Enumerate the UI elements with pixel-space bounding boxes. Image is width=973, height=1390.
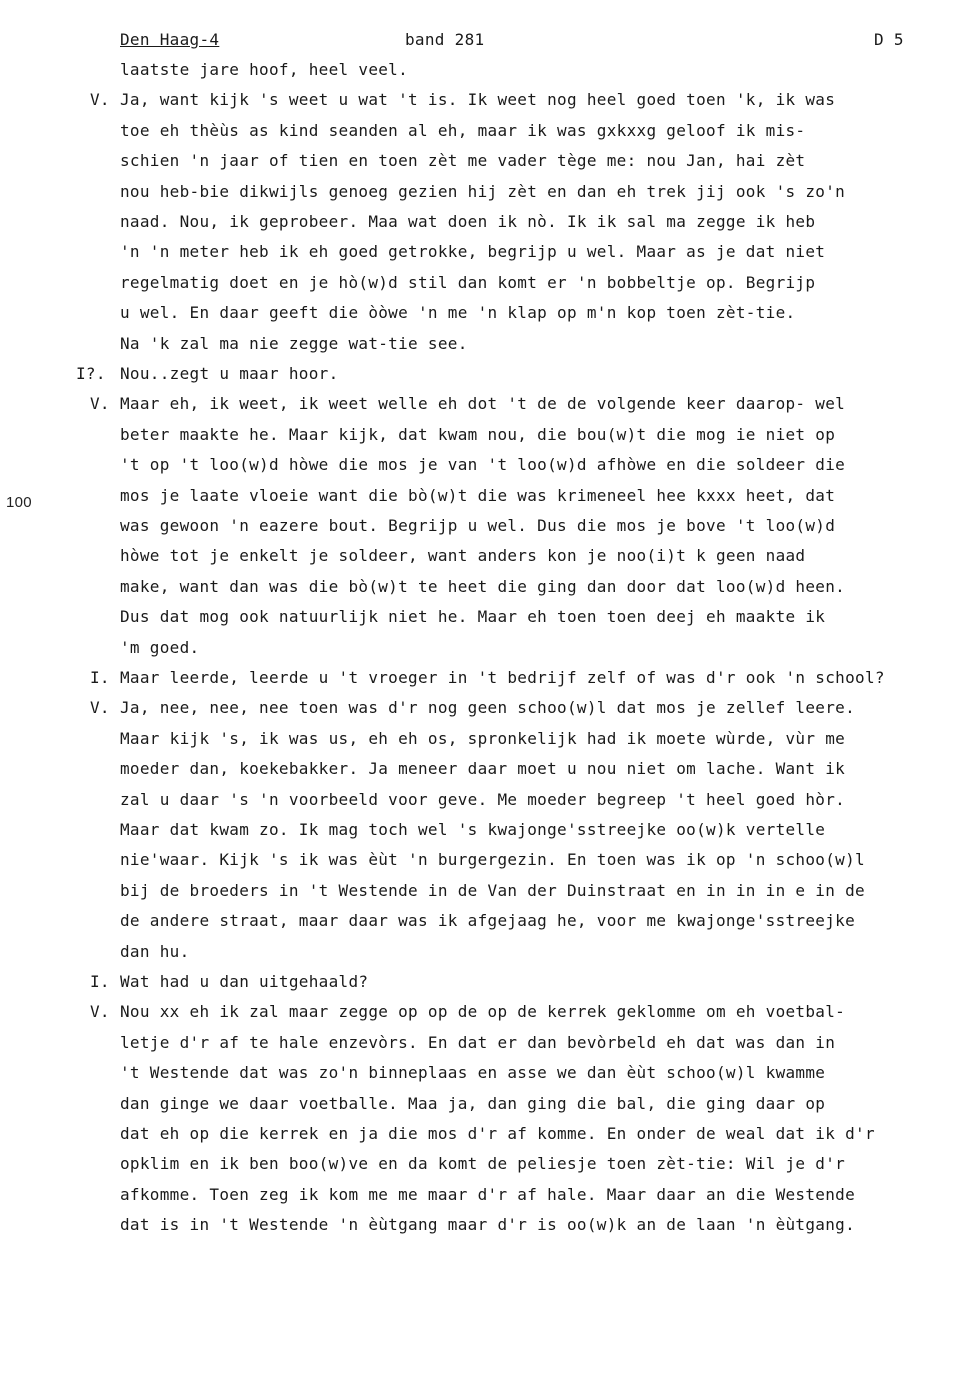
transcript-line: Dus dat mog ook natuurlijk niet he. Maar eh toen toen deej eh maakte ik — [120, 607, 826, 626]
transcript-line: make, want dan was die bò(w)t te heet die ging dan door dat loo(w)d heen. — [120, 577, 846, 596]
transcript-line: hòwe tot je enkelt je soldeer, want anders kon je noo(i)t k geen naad — [120, 546, 806, 565]
transcript-line: dat eh op die kerrek en ja die mos d'r af komme. En onder de weal dat ik d'r — [120, 1124, 875, 1143]
transcript-line: nou heb-bie dikwijls genoeg gezien hij zèt en dan eh trek jij ook 's zo'n — [120, 182, 846, 201]
header-location: Den Haag-4 — [120, 30, 220, 49]
header-page: D 5 — [874, 30, 904, 49]
transcript-line: opklim en ik ben boo(w)ve en da komt de peliesje toen zèt-tie: Wil je d'r — [120, 1154, 846, 1173]
transcript-line: schien 'n jaar of tien en toen zèt me vader tège me: nou Jan, hai zèt — [120, 151, 806, 170]
transcript-line: Maar leerde, leerde u 't vroeger in 't bedrijf zelf of was d'r ook 'n school? — [120, 668, 885, 687]
transcript-line: 't op 't loo(w)d hòwe die mos je van 't loo(w)d afhòwe en die soldeer die — [120, 455, 846, 474]
transcript-line: Maar dat kwam zo. Ik mag toch wel 's kwajonge'sstreejke oo(w)k vertelle — [120, 820, 826, 839]
transcript-line: nie'waar. Kijk 's ik was èùt 'n burgergezin. En toen was ik op 'n schoo(w)l — [120, 850, 865, 869]
header-tape: band 281 — [405, 30, 485, 49]
transcript-line: naad. Nou, ik geprobeer. Maa wat doen ik nò. Ik ik sal ma zegge ik heb — [120, 212, 816, 231]
transcript-line: zal u daar 's 'n voorbeeld voor geve. Me moeder begreep 't heel goed hòr. — [120, 790, 846, 809]
transcript-line: Wat had u dan uitgehaald? — [120, 972, 369, 991]
transcript-line: laatste jare hoof, heel veel. — [120, 60, 409, 79]
transcript-line: 'n 'n meter heb ik eh goed getrokke, begrijp u wel. Maar as je dat niet — [120, 242, 826, 261]
transcript-line: Ja, want kijk 's weet u wat 't is. Ik weet nog heel goed toen 'k, ik was — [120, 90, 836, 109]
transcript-line: Maar kijk 's, ik was us, eh eh os, spronkelijk had ik moete wùrde, vùr me — [120, 729, 846, 748]
transcript-line: afkomme. Toen zeg ik kom me me maar d'r af hale. Maar daar an die Westende — [120, 1185, 856, 1204]
transcript-line: de andere straat, maar daar was ik afgejaag he, voor me kwajonge'sstreejke — [120, 911, 856, 930]
speaker-label: I. — [90, 668, 110, 687]
transcript-line: mos je laate vloeie want die bò(w)t die was krimeneel hee kxxx heet, dat — [120, 486, 836, 505]
transcript-line: dat is in 't Westende 'n èùtgang maar d'r is oo(w)k an de laan 'n èùtgang. — [120, 1215, 856, 1234]
transcript-line: Maar eh, ik weet, ik weet welle eh dot 't de de volgende keer daarop- wel — [120, 394, 846, 413]
speaker-label: V. — [90, 1002, 110, 1021]
transcript-line: bij de broeders in 't Westende in de Van der Duinstraat en in in in e in de — [120, 881, 865, 900]
speaker-label: V. — [90, 698, 110, 717]
transcript-line: beter maakte he. Maar kijk, dat kwam nou, die bou(w)t die mog ie niet op — [120, 425, 836, 444]
transcript-line: 'm goed. — [120, 638, 200, 657]
transcript-line: Ja, nee, nee, nee toen was d'r nog geen schoo(w)l dat mos je zellef leere. — [120, 698, 856, 717]
speaker-label: V. — [90, 90, 110, 109]
transcript-line: 't Westende dat was zo'n binneplaas en asse we dan èùt schoo(w)l kwamme — [120, 1063, 826, 1082]
transcript-line: was gewoon 'n eazere bout. Begrijp u wel. Dus die mos je bove 't loo(w)d — [120, 516, 836, 535]
transcript-line: dan ginge we daar voetballe. Maa ja, dan ging die bal, die ging daar op — [120, 1094, 826, 1113]
speaker-label: V. — [90, 394, 110, 413]
transcript-line: Na 'k zal ma nie zegge wat-tie see. — [120, 334, 468, 353]
transcript-line: u wel. En daar geeft die òòwe 'n me 'n klap op m'n kop toen zèt-tie. — [120, 303, 796, 322]
speaker-label: I. — [90, 972, 110, 991]
transcript-line: Nou xx eh ik zal maar zegge op op de op de kerrek geklomme om eh voetbal- — [120, 1002, 846, 1021]
transcript-line: dan hu. — [120, 942, 190, 961]
speaker-label: I?. — [76, 364, 106, 383]
margin-line-number: 100 — [6, 494, 32, 511]
transcript-line: regelmatig doet en je hò(w)d stil dan komt er 'n bobbeltje op. Begrijp — [120, 273, 816, 292]
transcript-line: Nou..zegt u maar hoor. — [120, 364, 339, 383]
transcript-line: moeder dan, koekebakker. Ja meneer daar moet u nou niet om lache. Want ik — [120, 759, 846, 778]
transcript-line: letje d'r af te hale enzevòrs. En dat er dan bevòrbeld eh dat was dan in — [120, 1033, 836, 1052]
transcript-line: toe eh thèùs as kind seanden al eh, maar ik was gxkxxg geloof ik mis- — [120, 121, 806, 140]
